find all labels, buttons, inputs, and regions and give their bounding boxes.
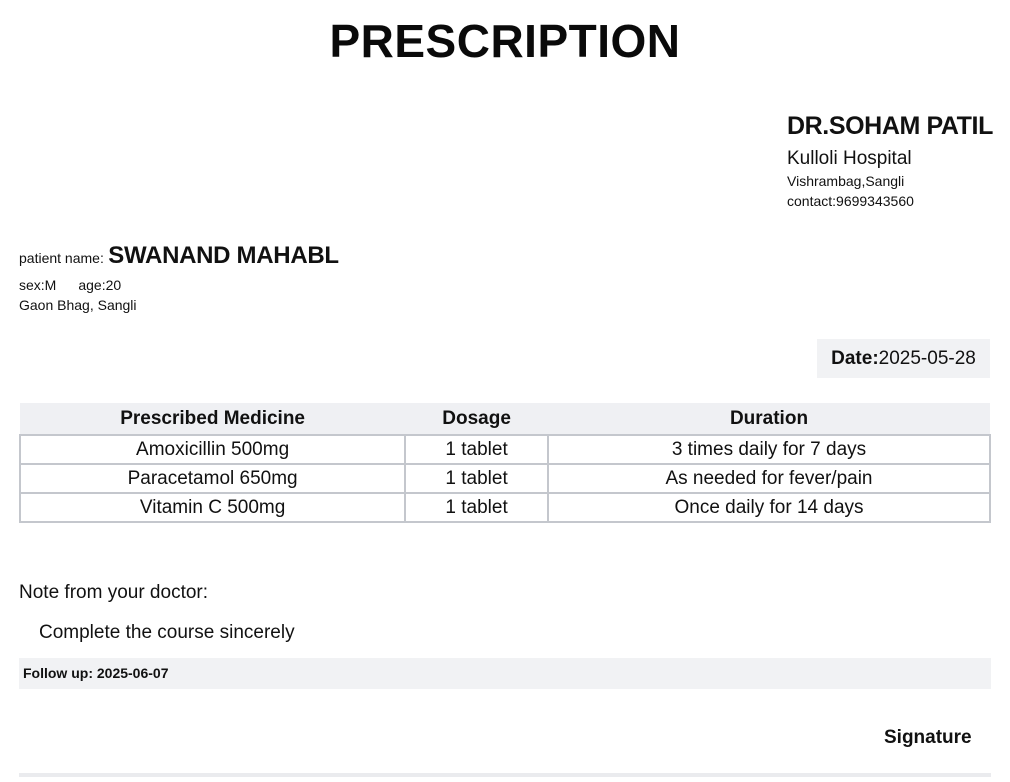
table-row — [20, 435, 990, 464]
doctor-name: DR.SOHAM PATIL — [787, 112, 993, 140]
duration-cell: Once daily for 14 days — [548, 493, 990, 522]
table-header-row — [20, 403, 990, 435]
header-dosage: Dosage — [405, 403, 548, 435]
patient-sex: sex:M — [19, 277, 57, 293]
medicine-cell: Vitamin C 500mg — [20, 493, 405, 522]
doctor-info — [787, 110, 1002, 211]
followup-bar: Follow up: 2025-06-07 — [19, 658, 991, 689]
table-row — [20, 464, 990, 493]
doctor-contact: contact:9699343560 — [787, 193, 914, 209]
header-duration: Duration — [548, 403, 990, 435]
hospital-name: Kulloli Hospital — [787, 148, 912, 169]
doctor-address: Vishrambag,Sangli — [787, 173, 905, 189]
dosage-cell: 1 tablet — [405, 464, 548, 493]
patient-name: SWANAND MAHABL — [108, 242, 339, 269]
signature-label: Signature — [884, 727, 972, 748]
patient-info — [19, 240, 339, 315]
patient-address: Gaon Bhag, Sangli — [19, 297, 137, 313]
page-title: PRESCRIPTION — [329, 15, 681, 67]
medicine-cell: Amoxicillin 500mg — [20, 435, 405, 464]
patient-age: age:20 — [78, 277, 122, 293]
table-row — [20, 493, 990, 522]
note-text: Complete the course sincerely — [39, 622, 295, 643]
bottom-divider — [19, 773, 991, 777]
duration-cell: As needed for fever/pain — [548, 464, 990, 493]
duration-cell: 3 times daily for 7 days — [548, 435, 990, 464]
patient-name-label: patient name: — [19, 250, 104, 266]
header-medicine: Prescribed Medicine — [20, 403, 405, 435]
medicine-cell: Paracetamol 650mg — [20, 464, 405, 493]
dosage-cell: 1 tablet — [405, 435, 548, 464]
medicine-table — [19, 403, 991, 523]
dosage-cell: 1 tablet — [405, 493, 548, 522]
date-value: 2025-05-28 — [878, 348, 976, 369]
date-label: Date: — [831, 348, 879, 369]
date-box — [817, 339, 990, 378]
note-label: Note from your doctor: — [19, 582, 209, 603]
